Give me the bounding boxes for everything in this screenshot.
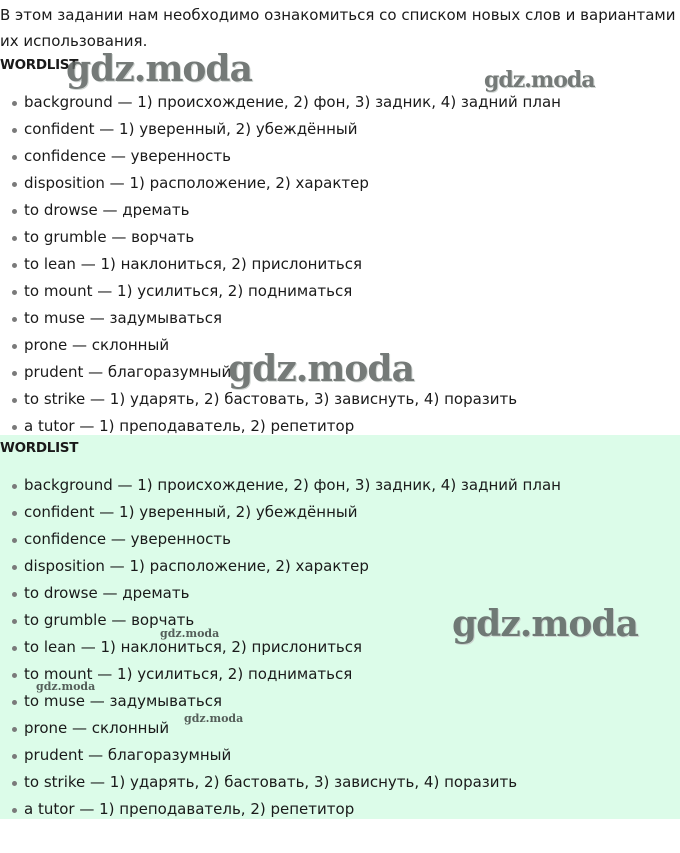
word-entry: prone — склонный	[24, 336, 170, 354]
list-item	[12, 224, 561, 251]
wordlist-heading-1: WORDLIST	[0, 57, 79, 73]
bullet-icon	[12, 700, 17, 705]
word-entry: to strike — 1) ударять, 2) бастовать, 3) зависнуть, 4) поразить	[24, 773, 518, 791]
watermark-logo: gdz.moda	[484, 67, 595, 93]
word-entry: to grumble — ворчать	[24, 611, 195, 629]
word-entry: to grumble — ворчать	[24, 228, 195, 246]
bullet-icon	[12, 484, 17, 489]
bullet-icon	[12, 209, 17, 214]
list-item	[12, 472, 561, 499]
word-entry: to drowse — дремать	[24, 584, 190, 602]
word-entry: to strike — 1) ударять, 2) бастовать, 3) зависнуть, 4) поразить	[24, 390, 518, 408]
list-item	[12, 769, 561, 796]
bullet-icon	[12, 727, 17, 732]
bullet-icon	[12, 398, 17, 403]
word-entry: confident — 1) уверенный, 2) убеждённый	[24, 503, 358, 521]
bullet-icon	[12, 236, 17, 241]
bullet-icon	[12, 128, 17, 133]
bullet-icon	[12, 101, 17, 106]
word-entry: to muse — задумываться	[24, 692, 222, 710]
bullet-icon	[12, 538, 17, 543]
watermark-logo: gdz.moda	[184, 712, 244, 725]
list-item	[12, 553, 561, 580]
list-item	[12, 526, 561, 553]
intro-text: В этом задании нам необходимо ознакомиться со списком новых слов и вариантами их использования.	[0, 6, 676, 50]
word-entry: to mount — 1) усилиться, 2) подниматься	[24, 665, 353, 683]
list-item	[12, 278, 561, 305]
list-item	[12, 116, 561, 143]
word-entry: a tutor — 1) преподаватель, 2) репетитор	[24, 800, 355, 818]
list-item	[12, 796, 561, 823]
word-entry: disposition — 1) расположение, 2) характер	[24, 557, 369, 575]
watermark-logo: gdz.moda	[228, 348, 414, 390]
word-entry: background — 1) происхождение, 2) фон, 3) задник, 4) задний план	[24, 93, 561, 111]
bullet-icon	[12, 425, 17, 430]
watermark-logo: gdz.moda	[452, 603, 638, 645]
list-item	[12, 197, 561, 224]
word-entry: to drowse — дремать	[24, 201, 190, 219]
word-entry: prone — склонный	[24, 719, 170, 737]
bullet-icon	[12, 781, 17, 786]
watermark-logo: gdz.moda	[66, 48, 252, 90]
bullet-icon	[12, 565, 17, 570]
watermark-logo: gdz.moda	[36, 680, 96, 693]
bullet-icon	[12, 592, 17, 597]
word-entry: to lean — 1) наклониться, 2) прислониться	[24, 255, 363, 273]
bullet-icon	[12, 619, 17, 624]
word-entry: to mount — 1) усилиться, 2) подниматься	[24, 282, 353, 300]
list-item	[12, 251, 561, 278]
bullet-icon	[12, 344, 17, 349]
word-entry: prudent — благоразумный	[24, 746, 232, 764]
bullet-icon	[12, 511, 17, 516]
watermark-logo: gdz.moda	[160, 627, 220, 640]
word-entry: disposition — 1) расположение, 2) характер	[24, 174, 369, 192]
word-entry: confident — 1) уверенный, 2) убеждённый	[24, 120, 358, 138]
list-item	[12, 143, 561, 170]
word-entry: to lean — 1) наклониться, 2) прислониться	[24, 638, 363, 656]
bullet-icon	[12, 182, 17, 187]
list-item	[12, 305, 561, 332]
word-entry: prudent — благоразумный	[24, 363, 232, 381]
word-entry: background — 1) происхождение, 2) фон, 3) задник, 4) задний план	[24, 476, 561, 494]
list-item	[12, 386, 561, 413]
bullet-icon	[12, 290, 17, 295]
bullet-icon	[12, 317, 17, 322]
bullet-icon	[12, 673, 17, 678]
list-item	[12, 499, 561, 526]
bullet-icon	[12, 646, 17, 651]
word-entry: confidence — уверенность	[24, 530, 231, 548]
word-entry: to muse — задумываться	[24, 309, 222, 327]
bullet-icon	[12, 754, 17, 759]
word-entry: confidence — уверенность	[24, 147, 231, 165]
list-item	[12, 715, 561, 742]
bullet-icon	[12, 263, 17, 268]
bullet-icon	[12, 808, 17, 813]
list-item	[12, 170, 561, 197]
list-item	[12, 742, 561, 769]
wordlist-2	[12, 472, 561, 823]
wordlist-heading-2: WORDLIST	[0, 440, 79, 456]
bullet-icon	[12, 371, 17, 376]
bullet-icon	[12, 155, 17, 160]
word-entry: a tutor — 1) преподаватель, 2) репетитор	[24, 417, 355, 435]
list-item	[12, 89, 561, 116]
